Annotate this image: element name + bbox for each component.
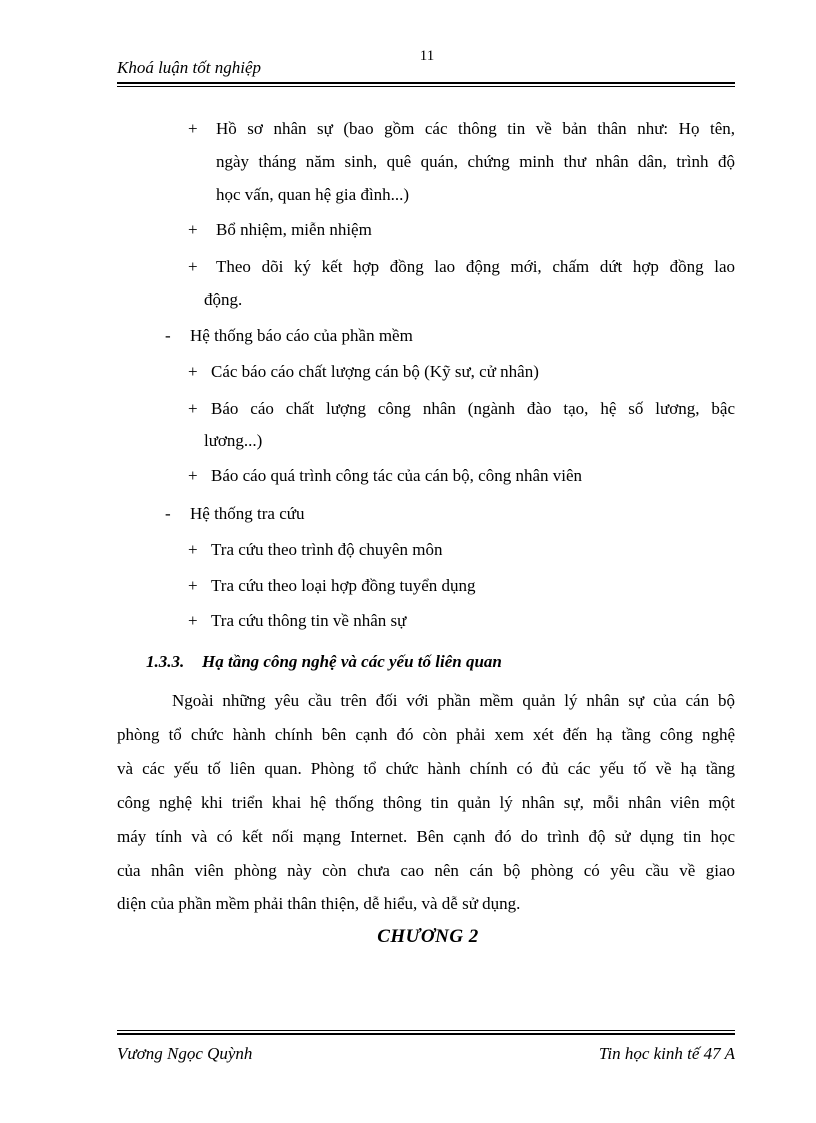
plus-marker: + <box>188 611 198 630</box>
list-item-line: Tra cứu theo loại hợp đồng tuyển dụng <box>211 576 476 595</box>
dash-marker: - <box>165 504 171 523</box>
paragraph-line: máy tính và có kết nối mạng Internet. Bên cạnh đó do trình độ sử dụng tin học <box>117 827 735 846</box>
chapter-title: CHƯƠNG 2 <box>377 926 479 947</box>
plus-marker: + <box>188 540 198 559</box>
plus-marker: + <box>188 466 198 485</box>
paragraph-line: của nhân viên phòng này còn chưa cao nên cán bộ phòng có yêu cầu về giao <box>117 861 735 880</box>
list-item-line: Báo cáo quá trình công tác của cán bộ, công nhân viên <box>211 466 583 485</box>
list-item-line: Theo dõi ký kết hợp đồng lao động mới, chấm dứt hợp đồng lao <box>216 257 735 276</box>
list-item-line: lương...) <box>204 431 263 450</box>
page-number: 11 <box>419 48 435 64</box>
paragraph-line: phòng tổ chức hành chính bên cạnh đó còn phải xem xét đến hạ tầng công nghệ <box>117 725 735 744</box>
plus-marker: + <box>188 220 198 239</box>
list-item-line: Hệ thống tra cứu <box>190 504 305 523</box>
paragraph-line: diện của phần mềm phải thân thiện, dễ hiểu, và dễ sử dụng. <box>117 894 521 913</box>
paragraph-line: công nghệ khi triển khai hệ thống thông tin quản lý nhân sự, mỗi nhân viên một <box>117 793 735 812</box>
list-item-line: Báo cáo chất lượng công nhân (ngành đào tạo, hệ số lương, bậc <box>211 399 735 418</box>
list-item-line: học vấn, quan hệ gia đình...) <box>216 185 410 204</box>
list-item-line: Tra cứu theo trình độ chuyên môn <box>211 540 443 559</box>
list-item-line: Hệ thống báo cáo của phần mềm <box>190 326 413 345</box>
section-title: Hạ tầng công nghệ và các yếu tố liên quan <box>202 652 502 671</box>
footer-author: Vương Ngọc Quỳnh <box>117 1044 253 1063</box>
list-item-line: Các báo cáo chất lượng cán bộ (Kỹ sư, cử nhân) <box>211 362 539 381</box>
list-item-line: Hồ sơ nhân sự (bao gồm các thông tin về bản thân như: Họ tên, <box>216 119 735 138</box>
section-number: 1.3.3. <box>146 652 185 671</box>
plus-marker: + <box>188 576 198 595</box>
paragraph-line: và các yếu tố liên quan. Phòng tổ chức hành chính có đủ các yếu tố về hạ tầng <box>117 759 735 778</box>
paragraph-line: Ngoài những yêu cầu trên đối với phần mềm quản lý nhân sự của cán bộ <box>172 691 735 710</box>
list-item-line: Tra cứu thông tin về nhân sự <box>211 611 407 630</box>
footer-class: Tin học kinh tế 47 A <box>598 1044 735 1063</box>
header-title: Khoá luận tốt nghiệp <box>117 58 262 77</box>
list-item-line: Bổ nhiệm, miễn nhiệm <box>216 220 372 239</box>
section-heading <box>146 651 502 673</box>
header-divider <box>117 82 735 87</box>
plus-marker: + <box>188 399 198 418</box>
footer-divider <box>117 1030 735 1035</box>
plus-marker: + <box>188 119 198 138</box>
list-item-line: ngày tháng năm sinh, quê quán, chứng minh thư nhân dân, trình độ <box>216 152 735 171</box>
dash-marker: - <box>165 326 171 345</box>
list-item-line: động. <box>204 290 243 309</box>
plus-marker: + <box>188 362 198 381</box>
plus-marker: + <box>188 257 198 276</box>
